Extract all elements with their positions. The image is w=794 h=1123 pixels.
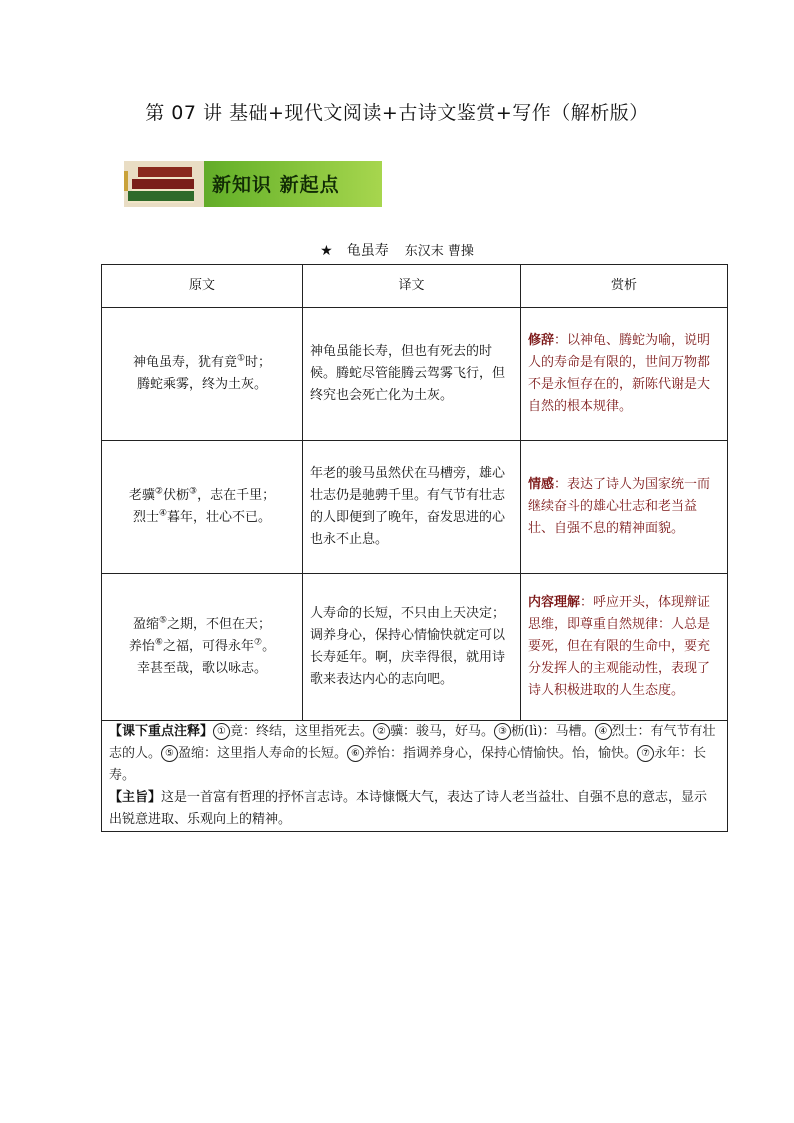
notes-row <box>102 721 728 832</box>
header-analysis: 赏析 <box>521 265 728 308</box>
section-banner <box>124 161 382 207</box>
notes-cell <box>102 721 728 832</box>
original-line: 养怡⑥之福，可得永年⑦。 <box>128 637 276 654</box>
note-number: ⑦ <box>637 745 654 762</box>
table-row <box>102 308 728 441</box>
header-translation: 译文 <box>303 265 521 308</box>
translation-cell: 年老的骏马虽然伏在马槽旁，雄心壮志仍是驰骋千里。有气节有壮志的人即便到了晚年，奋发思进的心也永不止息。 <box>303 441 521 574</box>
table-header-row <box>102 265 728 308</box>
theme-label: 【主旨】 <box>109 790 162 805</box>
header-original: 原文 <box>102 265 303 308</box>
original-line: 神龟虽寿，犹有竟①时； <box>132 353 272 370</box>
notes-label: 【课下重点注释】 <box>109 724 214 739</box>
poem-author: 东汉末 曹操 <box>404 244 474 259</box>
analysis-cell: 内容理解：呼应开头，体现辩证思维，即尊重自然规律：人总是要死，但在有限的生命中，要充分发挥人的主观能动性，表现了诗人积极进取的人生态度。 <box>521 574 728 721</box>
original-cell <box>102 441 303 574</box>
note-number: ⑤ <box>161 745 178 762</box>
table-row <box>102 574 728 721</box>
note-text: 烈士：有气节有壮志的人。 <box>109 724 716 761</box>
note-number: ④ <box>595 723 612 740</box>
banner-text: 新知识 新起点 <box>212 174 340 196</box>
poem-table <box>101 264 728 832</box>
page-title: 第 07 讲 基础+现代文阅读+古诗文鉴赏+写作（解析版） <box>145 102 649 124</box>
analysis-cell: 修辞：以神龟、腾蛇为喻，说明人的寿命是有限的，世间万物都不是永恒存在的，新陈代谢是大自然的根本规律。 <box>521 308 728 441</box>
notes-block <box>109 721 720 787</box>
original-line: 腾蛇乘雾，终为土灰。 <box>136 377 267 392</box>
note-text: 骥：骏马，好马。 <box>390 724 495 739</box>
theme-block <box>109 787 720 831</box>
poem-title: 龟虽寿 <box>346 243 389 259</box>
note-text: 竟：终结，这里指死去。 <box>230 724 374 739</box>
note-number: ② <box>373 723 390 740</box>
note-text: 永年：长寿。 <box>109 746 707 783</box>
analysis-cell: 情感：表达了诗人为国家统一而继续奋斗的雄心壮志和老当益壮、自强不息的精神面貌。 <box>521 441 728 574</box>
star-icon: ★ <box>320 243 333 259</box>
table-row <box>102 441 728 574</box>
original-line: 烈士④暮年，壮心不已。 <box>132 508 272 525</box>
original-line: 盈缩⑤之期，不但在天； <box>132 615 272 632</box>
poem-heading <box>0 240 794 260</box>
translation-cell: 神龟虽能长寿，但也有死去的时候。腾蛇尽管能腾云驾雾飞行，但终究也会死亡化为土灰。 <box>303 308 521 441</box>
books-icon <box>124 161 204 207</box>
note-text: 养怡：指调养身心，保持心情愉快。怡，愉快。 <box>364 746 638 761</box>
translation-cell: 人寿命的长短，不只由上天决定；调养身心，保持心情愉快就定可以长寿延年。啊，庆幸得很，就用诗歌来表达内心的志向吧。 <box>303 574 521 721</box>
original-line: 幸甚至哉，歌以咏志。 <box>136 661 267 676</box>
note-text: 盈缩：这里指人寿命的长短。 <box>178 746 348 761</box>
note-number: ③ <box>494 723 511 740</box>
original-line: 老骥②伏枥③，志在千里； <box>128 486 276 503</box>
original-cell <box>102 574 303 721</box>
note-text: 枥(lì)：马槽。 <box>511 724 595 739</box>
theme-text: 这是一首富有哲理的抒怀言志诗。本诗慷慨大气，表达了诗人老当益壮、自强不息的意志，显示出锐意进取、乐观向上的精神。 <box>109 790 708 827</box>
original-cell <box>102 308 303 441</box>
note-number: ① <box>213 723 230 740</box>
note-number: ⑥ <box>347 745 364 762</box>
